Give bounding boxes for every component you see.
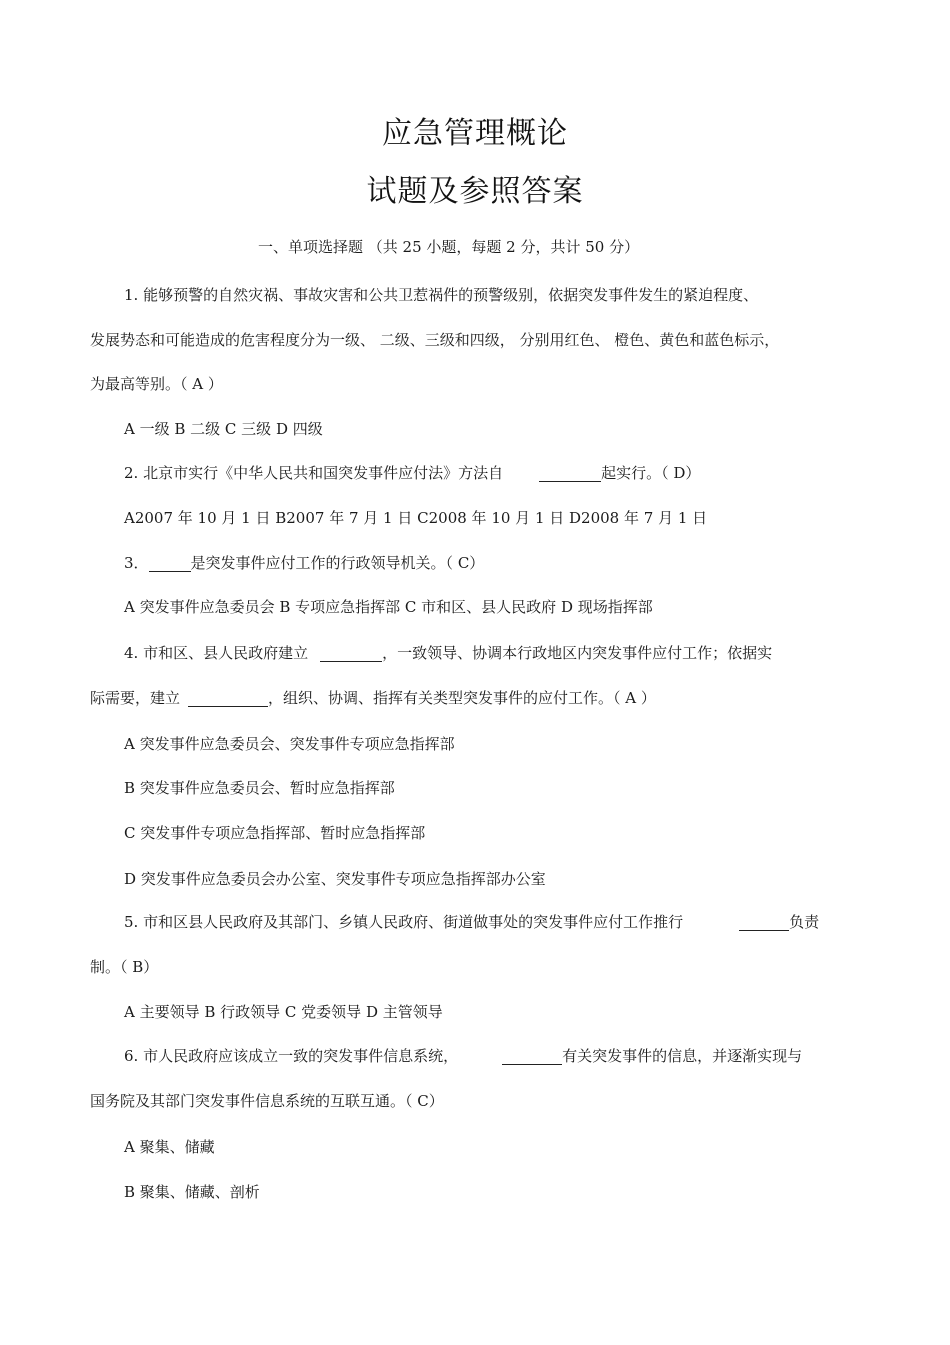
q4-text2-before: 际需要，建立 (90, 689, 181, 707)
q5-line2: 制。（ B） (90, 958, 159, 976)
q3-text-after: 是突发事件应付工作的行政领导机关。（ C） (190, 554, 485, 572)
q6-option-b: B 聚集、储藏、剖析 (124, 1183, 260, 1201)
q6-blank (502, 1048, 562, 1065)
q4-option-c: C 突发事件专项应急指挥部、暂时应急指挥部 (124, 824, 426, 842)
q1-line1: 1. 能够预警的自然灾祸、事故灾害和公共卫惹祸件的预警级别，依据突发事件发生的紧迫程度、 (124, 286, 759, 304)
q6-line1 (124, 1046, 802, 1066)
q4-blank-1 (320, 645, 382, 662)
document-title: 应急管理概论 (382, 116, 568, 151)
q3-text-before: 3． (124, 554, 149, 572)
q5-text-after: 负责 (789, 913, 820, 931)
q6-text-before: 6. 市人民政府应该成立一致的突发事件信息系统， (124, 1047, 459, 1065)
q1-line3: 为最高等别。（ A ） (90, 375, 223, 393)
q5-blank (739, 914, 789, 931)
q4-option-d: D 突发事件应急委员会办公室、突发事件专项应急指挥部办公室 (124, 870, 546, 888)
q5-line1 (124, 912, 819, 932)
q6-line2: 国务院及其部门突发事件信息系统的互联互通。（ C） (90, 1092, 444, 1110)
q3-blank (149, 555, 191, 572)
q3-options: A 突发事件应急委员会 B 专项应急指挥部 C 市和区、县人民政府 D 现场指挥部 (124, 598, 653, 616)
section-heading: 一、单项选择题 （共 25 小题，每题 2 分，共计 50 分） (258, 238, 640, 256)
q2-options: A2007 年 10 月 1 日 B2007 年 7 月 1 日 C2008 年 10 月 1 日 D2008 年 7 月 1 日 (124, 509, 708, 527)
q2-line1 (124, 463, 700, 483)
q2-blank (539, 465, 601, 482)
q2-text-after: 起实行。（ D） (601, 464, 701, 482)
q4-option-b: B 突发事件应急委员会、暂时应急指挥部 (124, 779, 395, 797)
q4-blank-2 (188, 690, 268, 707)
document-subtitle: 试题及参照答案 (366, 174, 584, 209)
q4-text2-after: ，组织、协调、指挥有关类型突发事件的应付工作。（ A ） (268, 689, 656, 707)
q6-text-after: 有关突发事件的信息，并逐渐实现与 (562, 1047, 803, 1065)
q5-text-before: 5. 市和区县人民政府及其部门、乡镇人民政府、街道做事处的突发事件应付工作推行 (124, 913, 684, 931)
q4-text-after: ，一致领导、协调本行政地区内突发事件应付工作；依据实 (382, 644, 773, 662)
q1-options: A 一级 B 二级 C 三级 D 四级 (124, 420, 323, 438)
q4-option-a: A 突发事件应急委员会、突发事件专项应急指挥部 (124, 735, 455, 753)
q6-option-a: A 聚集、储藏 (124, 1138, 215, 1156)
q1-line2: 发展势态和可能造成的危害程度分为一级、 二级、三级和四级， 分别用红色、 橙色、黄色和蓝色标示， (90, 331, 780, 349)
q3-line1 (124, 553, 484, 573)
q4-line2 (90, 688, 656, 708)
q4-text-before: 4. 市和区、县人民政府建立 (124, 644, 309, 662)
q4-line1 (124, 643, 772, 663)
q2-text-before: 2. 北京市实行《中华人民共和国突发事件应付法》方法自 (124, 464, 504, 482)
q5-options: A 主要领导 B 行政领导 C 党委领导 D 主管领导 (124, 1003, 443, 1021)
